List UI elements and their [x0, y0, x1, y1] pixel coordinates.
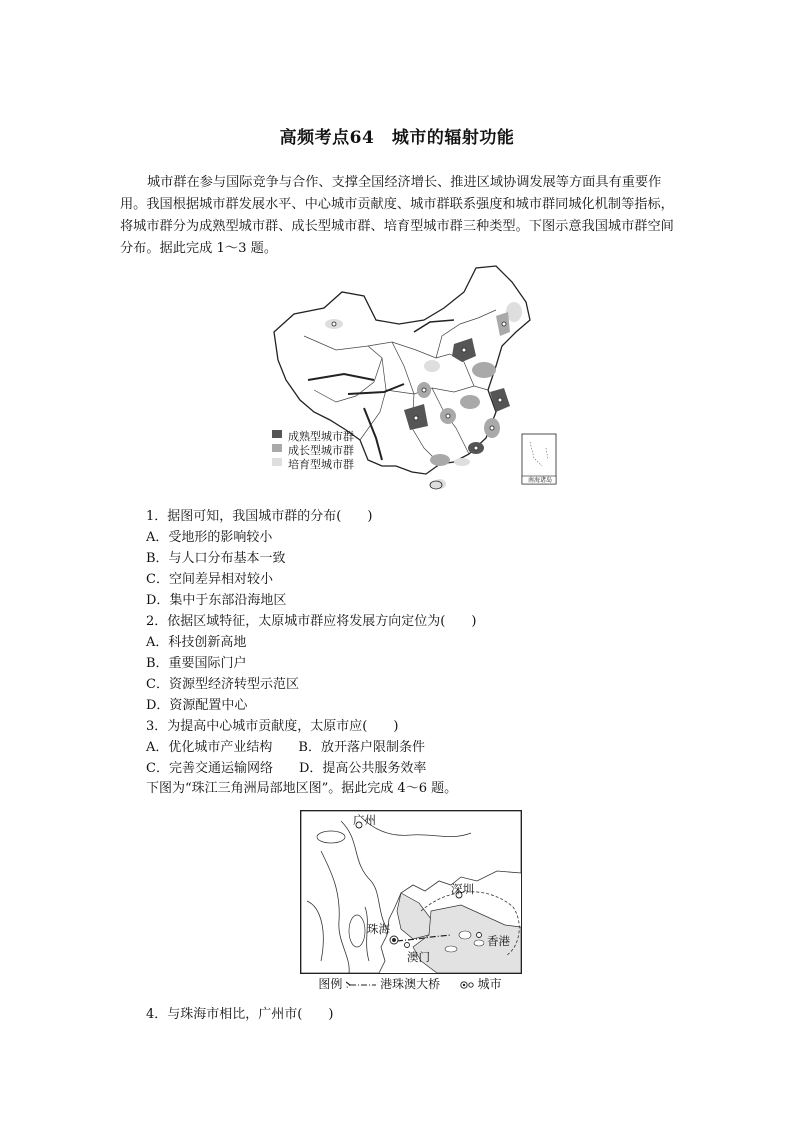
option-3ab: A．优化城市产业结构 B．放开落户限制条件 — [146, 740, 425, 755]
page-title: 高频考点64 城市的辐射功能 — [279, 128, 515, 148]
option-3cd: C．完善交通运输网络 D．提高公共服务效率 — [146, 761, 427, 776]
intro-2: 下图为“珠江三角洲局部地区图”。据此完成 4～6 题。 — [146, 781, 458, 796]
question-3: 3．为提高中心城市贡献度，太原市应( ) — [146, 719, 399, 734]
option-2b: B．重要国际门户 — [146, 656, 247, 671]
city-macau: 澳门 — [407, 950, 430, 964]
city-legend-icon — [460, 980, 474, 990]
city-zhuhai: 珠海 — [367, 922, 390, 936]
option-2d: D．资源配置中心 — [146, 698, 248, 713]
option-2c: C．资源型经济转型示范区 — [146, 677, 299, 692]
legend-city: 城市 — [477, 977, 502, 991]
option-2a: A．科技创新高地 — [146, 635, 247, 650]
option-1c: C．空间差异相对较小 — [146, 572, 273, 587]
city-shenzhen: 深圳 — [451, 882, 474, 896]
option-1b: B．与人口分布基本一致 — [146, 551, 286, 566]
legend-mature: 成熟型城市群 — [288, 430, 354, 443]
cluster-growing — [460, 395, 480, 409]
prd-legend — [300, 975, 520, 992]
cluster-growing — [430, 454, 450, 466]
cluster-growing — [472, 362, 496, 378]
inset-label: 南海诸岛 — [527, 477, 552, 484]
legend-prefix: 图例 — [318, 977, 343, 991]
bridge-legend-icon — [346, 980, 376, 990]
intro-paragraph: 城市群在参与国际竞争与合作、支撑全国经济增长、推进区域协调发展等方面具有重要作用。我国根据城市群发展水平、中心城市贡献度、城市群联系强度和城市群同城化机制等指标，将城市群分为成熟型城市群、成长型城市群、培育型城市群三种类型。下图示意我国城市群空间分布。据此完成 1～3 题。 — [120, 175, 674, 256]
option-1d: D．集中于东部沿海地区 — [146, 593, 287, 608]
legend-nurturing: 培育型城市群 — [288, 458, 354, 471]
question-1: 1．据图可知，我国城市群的分布( ) — [146, 509, 373, 524]
china-city-cluster-map — [264, 262, 559, 497]
cluster-nurturing — [424, 360, 440, 372]
cluster-nurturing — [454, 458, 470, 466]
legend-growing: 成长型城市群 — [288, 444, 354, 457]
city-hongkong: 香港 — [487, 934, 510, 948]
city-guangzhou: 广州 — [353, 813, 376, 827]
legend-bridge: 港珠澳大桥 — [380, 977, 441, 991]
option-1a: A．受地形的影响较小 — [146, 530, 273, 545]
question-4: 4．与珠海市相比，广州市( ) — [146, 1007, 334, 1022]
pearl-river-delta-map — [300, 810, 522, 974]
question-2: 2．依据区域特征，太原城市群应将发展方向定位为( ) — [146, 614, 477, 629]
